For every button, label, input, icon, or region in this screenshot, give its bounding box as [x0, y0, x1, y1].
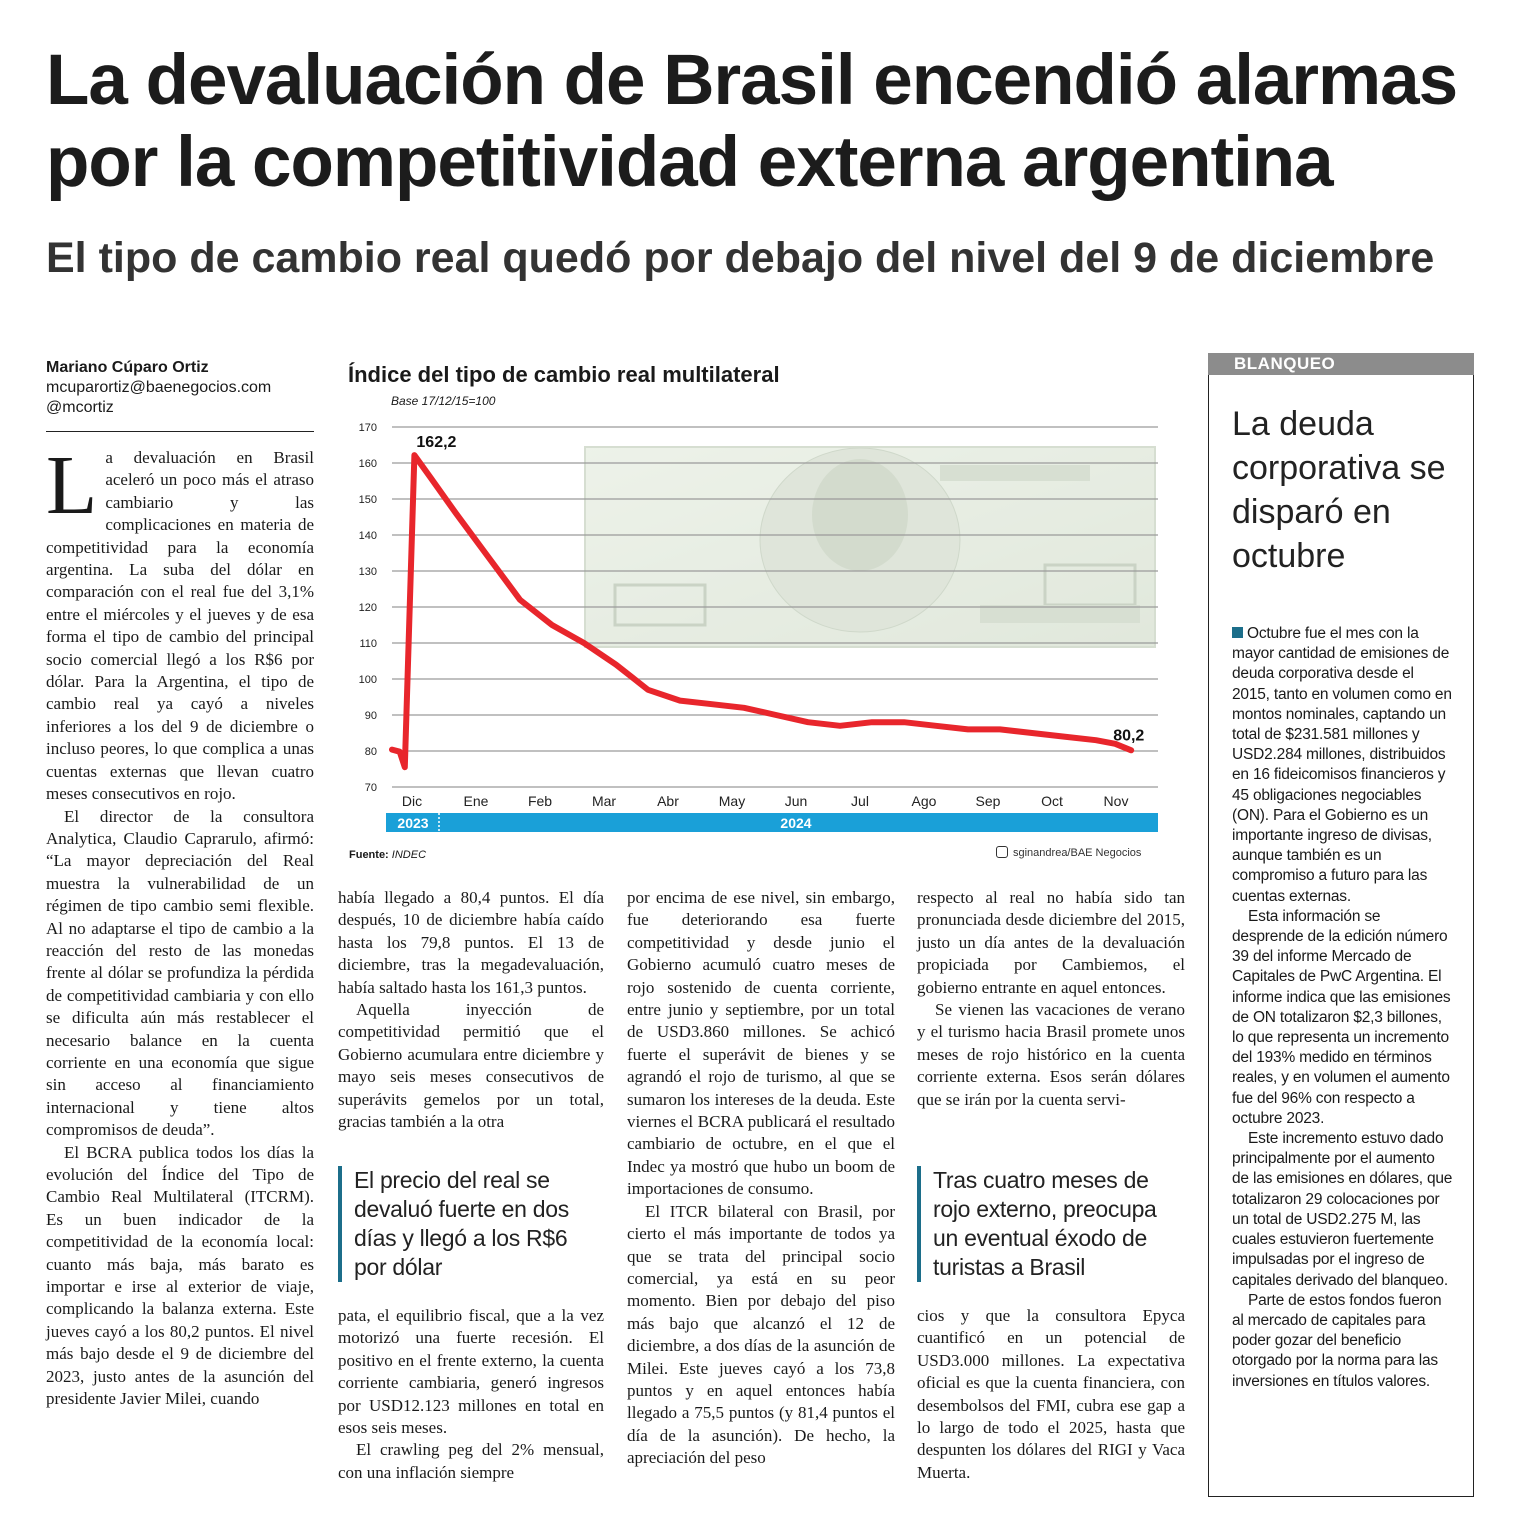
y-tick-label: 80: [364, 746, 377, 758]
y-axis-ticks: [359, 422, 377, 794]
article-paragraph: había llegado a 80,4 puntos. El día después, 10 de diciembre había caído hasta los 79,8 puntos. El 13 de diciembre, tras la megadevaluación, había saltado hasta los 161,3 puntos.: [338, 888, 604, 997]
x-tick-label: Jul: [851, 793, 869, 809]
author-email[interactable]: mcuparortiz@baenegocios.com: [46, 379, 272, 396]
article-paragraph: El ITCR bilateral con Brasil, por cierto el más importante de todos ya que se trata del principal socio comercial, ya está en su peor momento. Bien por debajo del piso más bajo que alcanzó el 12 de diciembre, a dos días de la asunción de Milei. Este jueves cayó a los 73,8 puntos y en aquel entonces había llegado a 75,5 puntos (y 81,4 puntos el día de la asunción). De hecho, la apreciación del peso: [627, 1201, 895, 1468]
byline-rule: [46, 431, 314, 432]
article-paragraph: El BCRA publica todos los días la evolución del Índice del Tipo de Cambio Real Multilateral (ITCRM). Es un buen indicador de la competitividad de la economía local: cuanto más baja, más barato es importar e irse al exterior de viaje, complicando la balanza externa. Este jueves cayó a los 80,2 puntos. El nivel más bajo desde el 9 de diciembre del 2023, justo antes de la asunción del presidente Javier Milei, cuando: [46, 1142, 314, 1409]
y-tick-label: 160: [358, 458, 377, 470]
y-tick-label: 170: [358, 422, 377, 434]
sidebar-paragraph: Parte de estos fondos fueron al mercado de capitales para poder gozar del beneficio otorgado por la norma para las inversiones en títulos valores.: [1232, 1291, 1442, 1390]
author-name: Mariano Cúparo Ortiz: [46, 359, 209, 376]
article-column-4-cont: [917, 1305, 1185, 1484]
sidebar-paragraph: Esta información se desprende de la edición número 39 del informe Mercado de Capitales de PwC Argentina. El informe indica que las emisiones de ON totalizaron $2,3 billones, lo que representa un incremento del 193% medido en términos reales, y en volumen el aumento fue del 96% con respecto a octubre 2023.: [1232, 907, 1451, 1127]
article-column-1: [46, 439, 314, 1410]
pull-quote: El precio del real se devaluó fuerte en dos días y llegó a los R$6 por dólar: [338, 1166, 600, 1282]
byline: [46, 358, 314, 418]
y-tick-label: 130: [358, 566, 377, 578]
x-tick-label: Feb: [527, 793, 553, 809]
article-paragraph: por encima de ese nivel, sin embargo, fue deteriorando esa fuerte competitividad y desde junio el Gobierno acumuló cuatro meses de rojo sostenido de cuenta corriente, entre junio y septiembre, por un total de USD3.860 millones. Se achicó fuerte el superávit de bienes y se agrandó el rojo de turismo, al que se sumaron los intereses de la deuda. Este viernes el BCRA publicará el resultado cambiario de octubre, en el que el Indec ya mostró que hubo un boom de importaciones de consumo.: [627, 888, 895, 1199]
x-tick-label: May: [718, 793, 746, 809]
x-tick-label: Sep: [975, 793, 1001, 809]
itcrm-line-chart: [340, 405, 1170, 841]
chart-source: Fuente: INDEC: [349, 849, 427, 861]
sidebar-paragraph: Este incremento estuvo dado principalmente por el aumento de las emisiones en dólares, que totalizaron 29 colocaciones por un total de USD2.275 M, las cuales estuvieron fuertemente impulsadas por el ingreso de capitales derivado del blanqueo.: [1232, 1130, 1453, 1289]
year-label-2024: 2024: [780, 815, 812, 831]
headline: La devaluación de Brasil encendió alarmas por la competitividad externa argentina: [46, 41, 1458, 202]
instagram-icon: [996, 846, 1008, 858]
chart-base-note: Base 17/12/15=100: [391, 394, 496, 408]
x-tick-label: Oct: [1041, 793, 1063, 809]
x-tick-label: Ene: [463, 793, 489, 809]
x-tick-label: Ago: [911, 793, 937, 809]
sidebar-paragraph: Octubre fue el mes con la mayor cantidad de emisiones de deuda corporativa desde el 2015, tanto en volumen como en montos nominales, captando un total de $231.581 millones y USD2.284 millones, distribuidos en 16 fideicomisos financieros y 45 obligaciones negociables (ON). Para el Gobierno es un importante ingreso de divisas, aunque también es un compromiso a futuro para las cuentas externas.: [1232, 625, 1452, 905]
year-label-2023: 2023: [397, 815, 429, 831]
x-axis-month-labels: [402, 793, 1129, 809]
y-tick-label: 140: [358, 530, 377, 542]
x-tick-label: Jun: [784, 793, 808, 809]
author-handle[interactable]: @mcortiz: [46, 399, 114, 416]
article-paragraph: cios y que la consultora Epyca cuantificó en un potencial de USD3.000 millones. La expectativa oficial es que la cuenta financiera, con desembolsos del FMI, cubra ese gap a lo largo de todo el 2025, hasta que despunten los dólares del RIGI y Vaca Muerta.: [917, 1306, 1185, 1482]
chart-credit: sginandrea/BAE Negocios: [996, 846, 1141, 859]
x-tick-label: Mar: [591, 793, 617, 809]
drop-cap: L: [46, 439, 98, 532]
article-column-2-cont: [338, 1305, 604, 1484]
y-tick-label: 110: [359, 638, 377, 650]
year-band: [386, 813, 1158, 832]
article-paragraph: La devaluación en Brasil aceleró un poco más el atraso cambiario y las complicaciones en materia de competitividad para la economía argentina. La suba del dólar en comparación con el real fue del 3,1% entre el miércoles y el jueves y de esa forma el tipo de cambio del principal socio comercial llegó a los R$6 por dólar. Para la Argentina, el tipo de cambio real ya cayó a niveles inferiores a los del 9 de diciembre o incluso peores, lo que complica a unas cuentas externas que llevan cuatro meses consecutivos en rojo.: [46, 439, 314, 804]
article-paragraph: Se vienen las vacaciones de verano y el turismo hacia Brasil promete unos meses de rojo histórico en la cuenta corriente externa. Esos serán dólares que se irán por la cuenta servi-: [917, 1000, 1185, 1109]
y-tick-label: 90: [364, 710, 377, 722]
x-tick-label: Nov: [1103, 793, 1129, 809]
subheadline: El tipo de cambio real quedó por debajo del nivel del 9 de diciembre: [46, 234, 1435, 282]
y-tick-label: 150: [358, 494, 377, 506]
y-tick-label: 100: [358, 674, 377, 686]
year-band-bar: [386, 813, 1158, 832]
sidebar-tag: BLANQUEO: [1208, 353, 1474, 375]
article-paragraph: pata, el equilibrio fiscal, que a la vez motorizó una fuerte recesión. El positivo en el frente externo, la cuenta corriente cambiaria, generó ingresos por USD12.123 millones en total en esos seis meses.: [338, 1306, 604, 1438]
peak-value-label: 162,2: [416, 434, 457, 452]
y-tick-label: 70: [364, 782, 377, 794]
bullet-square-icon: [1232, 627, 1243, 638]
article-column-3: [627, 887, 895, 1470]
sidebar-body: [1232, 624, 1454, 1392]
dollar-bill-illustration: [585, 447, 1155, 647]
sidebar-title: La deuda corporativa se disparó en octubre: [1232, 405, 1446, 575]
x-tick-label: Dic: [401, 793, 423, 809]
article-column-2: [338, 887, 604, 1133]
y-tick-label: 120: [358, 602, 377, 614]
pull-quote: Tras cuatro meses de rojo externo, preocupa un eventual éxodo de turistas a Brasil: [917, 1166, 1185, 1282]
x-tick-label: Abr: [657, 793, 679, 809]
article-paragraph: El crawling peg del 2% mensual, con una inflación siempre: [338, 1440, 604, 1482]
article-paragraph: respecto al real no había sido tan pronunciada desde diciembre del 2015, justo un día antes de la devaluación propiciada por Cambiemos, el gobierno entrante en aquel entonces.: [917, 888, 1185, 997]
latest-value-label: 80,2: [1113, 727, 1145, 745]
article-column-4: [917, 887, 1185, 1111]
chart-title: Índice del tipo de cambio real multilateral: [348, 362, 780, 387]
article-paragraph: Aquella inyección de competitividad permitió que el Gobierno acumulara entre diciembre y mayo seis meses consecutivos de superávits gemelos por un total, gracias también a la otra: [338, 1000, 604, 1132]
article-paragraph: El director de la consultora Analytica, Claudio Caprarulo, afirmó: “La mayor depreciación del Real muestra la vulnerabilidad de un régimen de tipo cambio semi flexible. Al no adaptarse el tipo de cambio a la reacción del resto de las monedas frente al dólar se profundiza la pérdida de competitividad cambiaria y con ello se dificulta aún más restablecer el necesario balance en la cuenta corriente en una economía que sigue sin acceso al financiamiento internacional y tiene altos compromisos de deuda”.: [46, 806, 314, 1140]
